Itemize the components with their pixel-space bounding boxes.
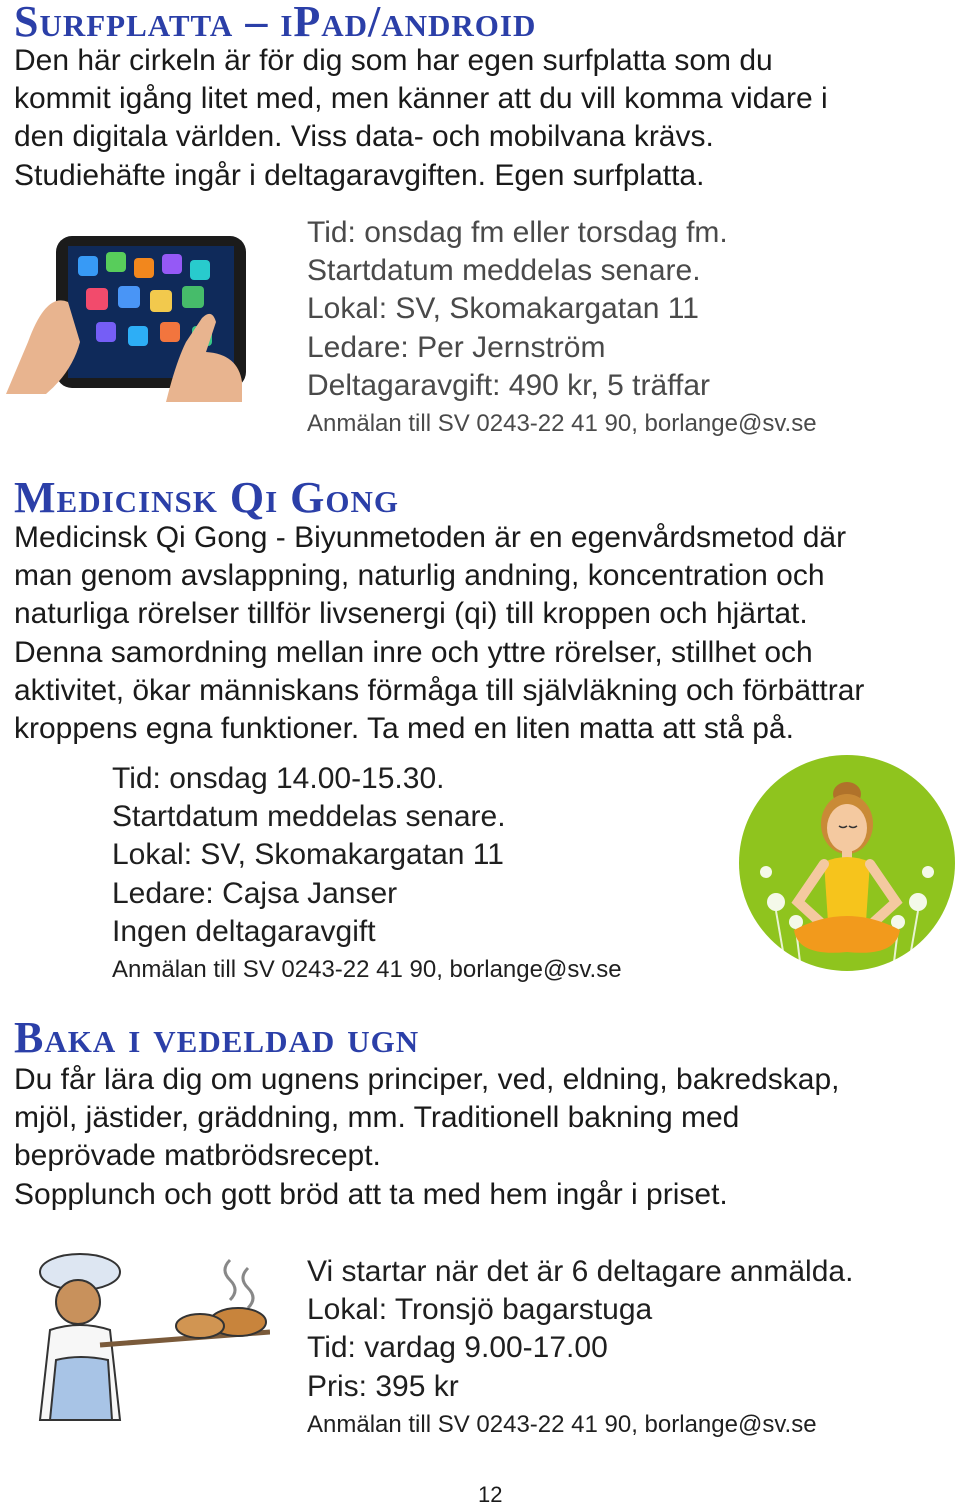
info-line: Ledare: Per Jernström <box>307 330 606 364</box>
body-line: Denna samordning mellan inre och yttre rörelser, stillhet och <box>14 635 813 669</box>
contact-line: Anmälan till SV 0243-22 41 90, borlange@sv.se <box>112 956 622 984</box>
info-line: Lokal: SV, Skomakargatan 11 <box>307 292 699 326</box>
info-line: Tid: vardag 9.00-17.00 <box>307 1331 608 1365</box>
meditation-icon <box>736 752 958 974</box>
body-line: mjöl, jästider, gräddning, mm. Traditionell bakning med <box>14 1101 740 1135</box>
info-line: Startdatum meddelas senare. <box>307 254 701 288</box>
body-line: den digitala världen. Viss data- och mobilvana krävs. <box>14 120 714 154</box>
body-line: man genom avslappning, naturlig andning, koncentration och <box>14 559 825 593</box>
section-heading-qigong: Medicinsk Qi Gong <box>14 473 399 522</box>
info-surfplatta <box>307 214 817 443</box>
info-line: Startdatum meddelas senare. <box>112 800 506 834</box>
contact-line: Anmälan till SV 0243-22 41 90, borlange@sv.se <box>307 1410 817 1438</box>
body-line: aktivitet, ökar människans förmåga till självläkning och förbättrar <box>14 673 865 707</box>
section-heading-surfplatta: Surfplatta – iPad/android <box>14 0 537 46</box>
baker-icon <box>20 1250 270 1440</box>
body-line: Studiehäfte ingår i deltagaravgiften. Egen surfplatta. <box>14 158 705 192</box>
section-body-qigong <box>14 519 954 748</box>
info-line: Lokal: SV, Skomakargatan 11 <box>112 838 504 872</box>
info-line: Lokal: Tronsjö bagarstuga <box>307 1293 653 1327</box>
info-line: Vi startar när det är 6 deltagare anmälda. <box>307 1255 854 1288</box>
body-line: kroppens egna funktioner. Ta med en liten matta att stå på. <box>14 712 794 746</box>
info-line: Pris: 395 kr <box>307 1369 459 1403</box>
info-line: Deltagaravgift: 490 kr, 5 träffar <box>307 368 710 402</box>
body-line: Den här cirkeln är för dig som har egen surfplatta som du <box>14 44 773 77</box>
info-line: Tid: onsdag fm eller torsdag fm. <box>307 216 728 249</box>
section-body-baka <box>14 1061 954 1214</box>
page-number: 12 <box>478 1482 503 1507</box>
contact-line: Anmälan till SV 0243-22 41 90, borlange@sv.se <box>307 410 817 438</box>
info-line: Ingen deltagaravgift <box>112 914 376 948</box>
info-qigong <box>112 760 622 989</box>
section-heading-baka: Baka i vedeldad ugn <box>14 1013 420 1062</box>
info-line: Ledare: Cajsa Janser <box>112 876 398 910</box>
section-body-surfplatta <box>14 42 954 195</box>
info-baka <box>307 1253 853 1444</box>
body-line: Sopplunch och gott bröd att ta med hem ingår i priset. <box>14 1177 728 1211</box>
body-line: Medicinsk Qi Gong - Biyunmetoden är en egenvårdsmetod där <box>14 521 847 554</box>
info-line: Tid: onsdag 14.00-15.30. <box>112 762 445 795</box>
body-line: naturliga rörelser tillför livsenergi (qi) till kroppen och hjärtat. <box>14 597 808 631</box>
body-line: kommit igång litet med, men känner att du vill komma vidare i <box>14 82 828 116</box>
body-line: beprövade matbrödsrecept. <box>14 1139 381 1173</box>
body-line: Du får lära dig om ugnens principer, ved, eldning, bakredskap, <box>14 1063 840 1096</box>
tablet-icon <box>6 222 246 402</box>
